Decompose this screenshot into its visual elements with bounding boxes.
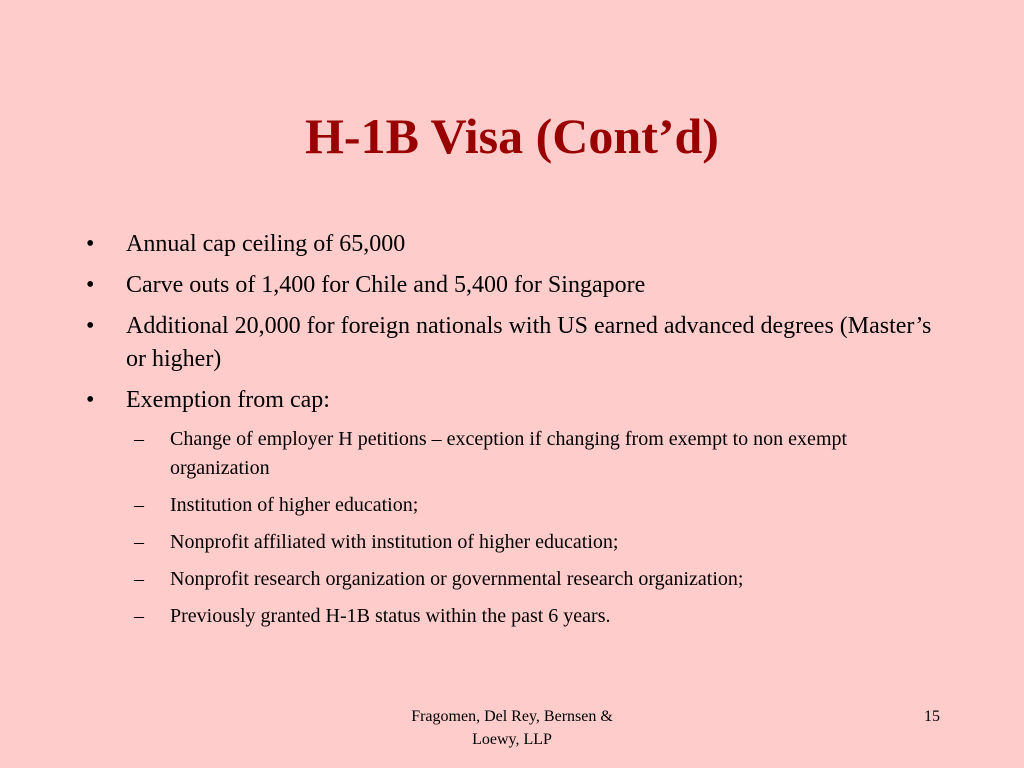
sub-bullet-text: Nonprofit research organization or governmental research organization;: [170, 568, 744, 590]
sub-bullet-marker: –: [134, 568, 144, 590]
sub-bullet-list: [86, 425, 946, 631]
sub-bullet-marker: –: [134, 531, 144, 553]
sub-bullet-text: Change of employer H petitions – exception if changing from exempt to non exempt organization: [170, 428, 848, 479]
bullet-marker: •: [86, 231, 95, 257]
page-number: 15: [924, 708, 940, 725]
sub-bullet-text: Previously granted H-1B status within the past 6 years.: [170, 605, 611, 627]
sub-bullet-item: [130, 528, 946, 557]
bullet-item: [86, 384, 946, 417]
bullet-text: Carve outs of 1,400 for Chile and 5,400 for Singapore: [126, 272, 646, 298]
footer-line-2: Loewy, LLP: [472, 731, 552, 748]
sub-bullet-item: [130, 491, 946, 520]
slide-body: [86, 228, 946, 639]
sub-bullet-item: [130, 425, 946, 483]
bullet-text: Additional 20,000 for foreign nationals with US earned advanced degrees (Master’s or higher): [126, 313, 932, 372]
bullet-marker: •: [86, 313, 95, 339]
bullet-item: [86, 228, 946, 261]
sub-bullet-item: [130, 602, 946, 631]
bullet-marker: •: [86, 387, 95, 413]
bullet-text: Exemption from cap:: [126, 387, 330, 413]
footer-line-1: Fragomen, Del Rey, Bernsen &: [411, 708, 613, 725]
sub-bullet-item: [130, 565, 946, 594]
bullet-marker: •: [86, 272, 95, 298]
slide-title: H-1B Visa (Cont’d): [305, 108, 719, 164]
sub-bullet-text: Nonprofit affiliated with institution of higher education;: [170, 531, 619, 553]
bullet-text: Annual cap ceiling of 65,000: [126, 231, 406, 257]
sub-bullet-marker: –: [134, 428, 144, 450]
bullet-item: [86, 269, 946, 302]
sub-bullet-marker: –: [134, 605, 144, 627]
footer-firm-name: [372, 705, 652, 751]
bullet-item: [86, 310, 946, 376]
sub-bullet-text: Institution of higher education;: [170, 494, 419, 516]
sub-bullet-marker: –: [134, 494, 144, 516]
